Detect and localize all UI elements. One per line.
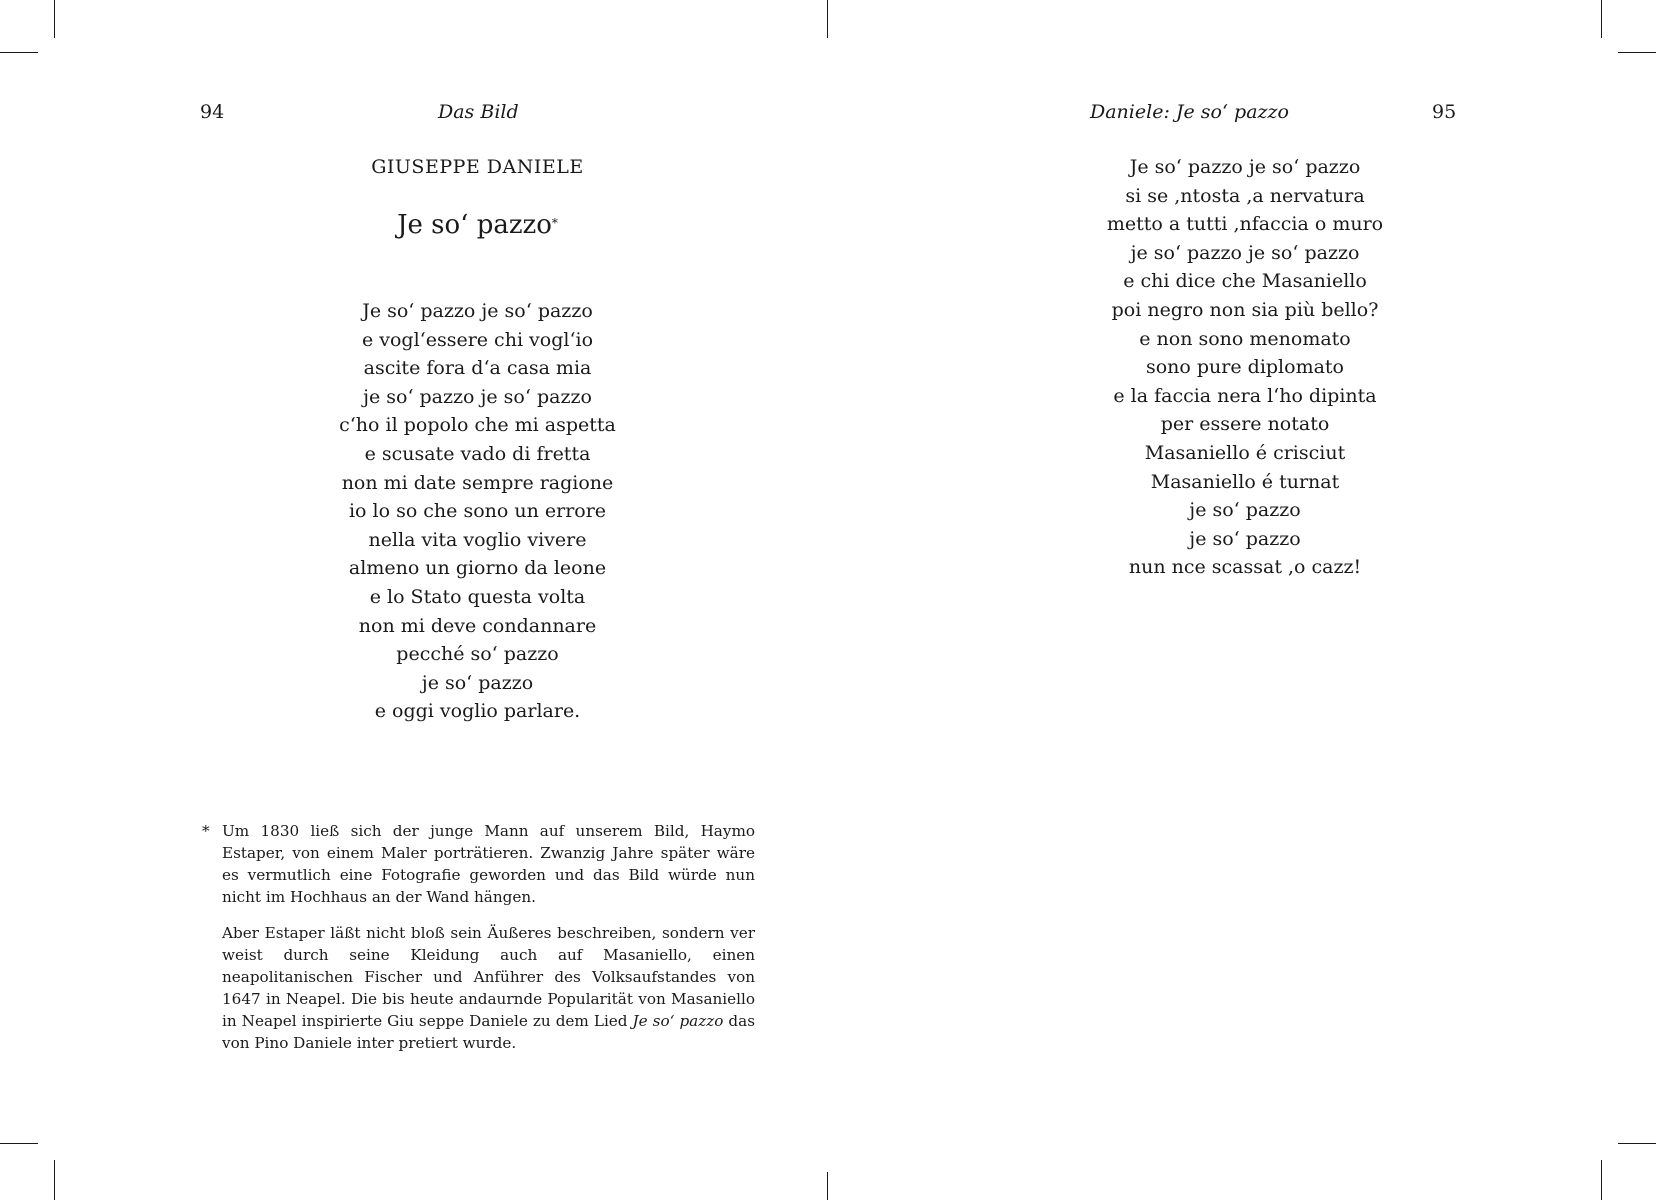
poem-line: io lo so che sono un errore: [348, 500, 607, 523]
poem-line: e vogl‘essere chi vogl‘io: [361, 328, 594, 351]
running-title: Das Bild: [438, 101, 519, 123]
crop-mark: [827, 0, 828, 38]
poem-line: je so‘ pazzo je so‘ pazzo: [1130, 241, 1360, 264]
poem-line: je so‘ pazzo je so‘ pazzo: [363, 385, 592, 408]
poem-line: metto a tutti ,nfaccia o muro: [1106, 213, 1384, 236]
footnote-reference: *: [551, 216, 558, 230]
left-page: [200, 0, 755, 1200]
footnote-text: Aber Estaper läßt nicht bloß sein Äußeres beschreiben, sondern ver weist durch seine Kleidung auch auf Masaniello, einen neapolitanischen Fischer und Anführer des Volksaufstandes von 1647 in Neapel. Die bis heute andaurnde Popularität von Masaniello in Neapel inspirierte Giu seppe Daniele zu dem Lied: [222, 924, 755, 1030]
poem-stanza: [1030, 153, 1460, 582]
poem-line: e la faccia nera l‘ho dipinta: [1113, 384, 1377, 407]
crop-mark: [54, 1160, 55, 1200]
poem-line: nun nce scassat ,o cazz!: [1128, 556, 1362, 579]
poem-line: pecché so‘ pazzo: [396, 643, 559, 666]
crop-mark: [0, 52, 38, 53]
footnote-paragraph: [222, 922, 755, 1054]
poem-line: Je so‘ pazzo je so‘ pazzo: [1129, 156, 1361, 178]
poem-author: GIUSEPPE DANIELE: [371, 156, 584, 178]
poem-title-text: Je so‘ pazzo: [397, 210, 552, 240]
poem-line: sono pure diplomato: [1145, 356, 1344, 379]
page-number: 94: [200, 101, 225, 123]
poem-line: je so‘ pazzo: [1189, 499, 1301, 522]
footnote: [200, 820, 755, 1068]
crop-mark: [1601, 0, 1602, 38]
poem-line: c‘ho il popolo che mi aspetta: [339, 414, 616, 437]
crop-mark: [1601, 1160, 1602, 1200]
crop-mark: [0, 1143, 38, 1144]
crop-mark: [1618, 1143, 1656, 1144]
footnote-song-title: Je so‘ pazzo: [632, 1012, 724, 1030]
footnote-text: das von Pino Daniele inter pretiert wurde.: [222, 1012, 755, 1052]
poem-line: e oggi voglio parlare.: [374, 700, 581, 723]
crop-mark: [827, 1172, 828, 1200]
poem-line: Je so‘ pazzo je so‘ pazzo: [362, 300, 593, 322]
footnote-paragraph: Um 1830 ließ sich der junge Mann auf unserem Bild, Haymo Estaper, von einem Maler porträtieren. Zwanzig Jahre später wäre es vermutlich eine Fotografie geworden und das Bild würde nun nicht im Hochhaus an der Wand hängen.: [222, 822, 755, 906]
footnote-marker: *: [202, 822, 210, 840]
poem-line: e chi dice che Masaniello: [1123, 270, 1367, 293]
poem-stanza: [200, 297, 755, 726]
crop-mark: [1618, 52, 1656, 53]
poem-line: Masaniello é turnat: [1150, 470, 1340, 493]
poem-line: non mi deve condannare: [358, 614, 597, 637]
poem-line: e scusate vado di fretta: [364, 442, 591, 465]
poem-line: e lo Stato questa volta: [369, 585, 586, 608]
poem-line: poi negro non sia più bello?: [1111, 298, 1379, 321]
poem-line: Masaniello é crisciut: [1144, 441, 1346, 464]
poem-line: je so‘ pazzo: [421, 671, 534, 694]
poem-line: non mi date sempre ragione: [341, 471, 614, 494]
poem-line: ascite fora d‘a casa mia: [363, 357, 592, 380]
poem-line: je so‘ pazzo: [1189, 527, 1301, 550]
poem-line: nella vita voglio vivere: [368, 528, 587, 551]
crop-mark: [54, 0, 55, 38]
poem-line: si se ,ntosta ,a nervatura: [1125, 184, 1365, 207]
poem-line: e non sono menomato: [1139, 327, 1351, 350]
page-number: 95: [1432, 101, 1457, 123]
running-title: Daniele: Je so‘ pazzo: [1090, 101, 1289, 123]
poem-title: [200, 208, 755, 242]
poem-line: per essere notato: [1160, 413, 1330, 436]
right-page: [1030, 0, 1460, 1200]
poem-line: almeno un giorno da leone: [348, 557, 607, 580]
